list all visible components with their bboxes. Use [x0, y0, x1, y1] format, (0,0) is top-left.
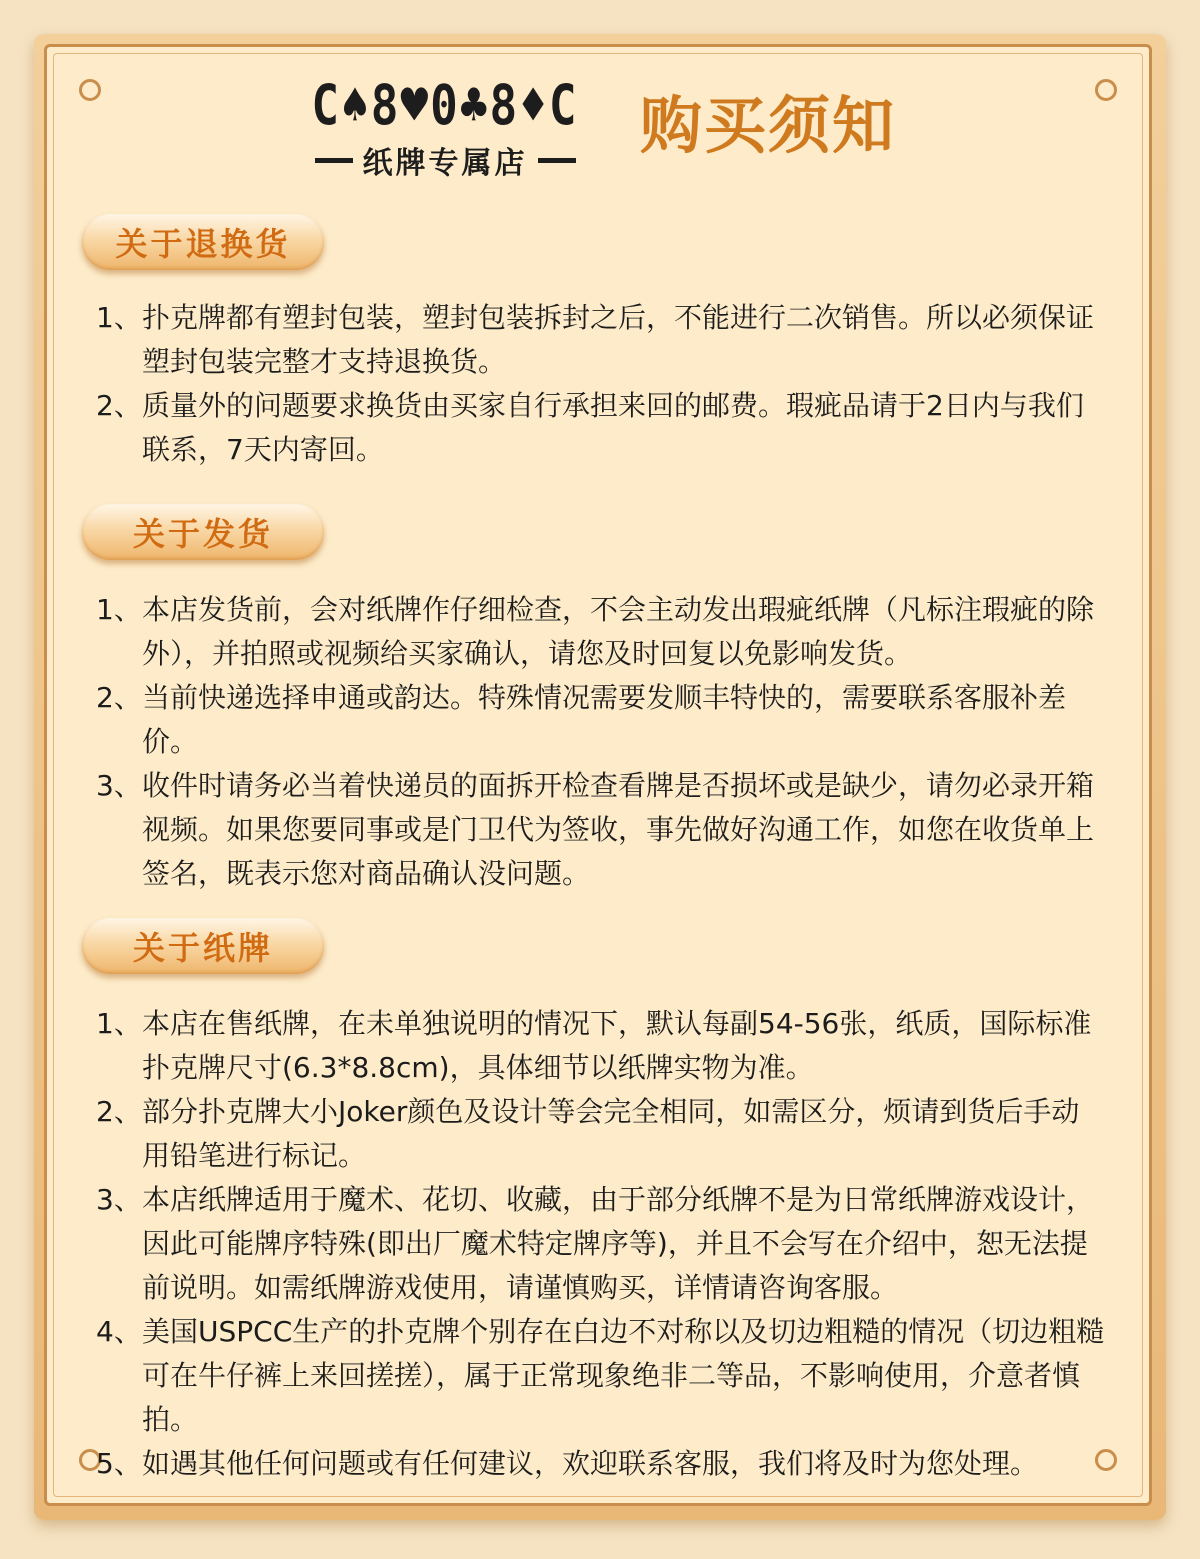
list-item-number: 4、 [96, 1315, 142, 1348]
list-item-number: 1、 [96, 593, 142, 626]
frame-corner-ornament [79, 79, 101, 101]
section-heading-label: 关于发货 [132, 515, 273, 553]
list-item-text: 本店在售纸牌，在未单独说明的情况下，默认每副54-56张，纸质，国际标准扑克牌尺寸(6.3*8.8cm)，具体细节以纸牌实物为准。 [142, 1007, 1092, 1084]
logo-divider-bar [315, 158, 353, 163]
list-item [96, 296, 1106, 384]
list-item [96, 588, 1106, 676]
list-item-number: 2、 [96, 1095, 142, 1128]
list-item-text: 扑克牌都有塑封包装，塑封包装拆封之后，不能进行二次销售。所以必须保证塑封包装完整才支持退换货。 [142, 301, 1095, 378]
section-list-returns [96, 296, 1106, 472]
list-item [96, 764, 1106, 896]
list-item-text: 收件时请务必当着快递员的面拆开检查看牌是否损坏或是缺少，请勿必录开箱视频。如果您要同事或是门卫代为签收，事先做好沟通工作，如您在收货单上签名，既表示您对商品确认没问题。 [142, 769, 1095, 890]
list-item-text: 如遇其他任何问题或有任何建议，欢迎联系客服，我们将及时为您处理。 [142, 1447, 1039, 1480]
section-heading-shipping [82, 504, 324, 560]
list-item [96, 1310, 1106, 1442]
list-item [96, 1002, 1106, 1090]
section-heading-returns [82, 214, 324, 270]
logo-subtitle: 纸牌专属店 [362, 146, 528, 181]
list-item-text: 当前快递选择申通或韵达。特殊情况需要发顺丰特快的，需要联系客服补差价。 [142, 681, 1067, 758]
list-item-text: 本店纸牌适用于魔术、花切、收藏，由于部分纸牌不是为日常纸牌游戏设计，因此可能牌序特殊(即出厂魔术特定牌序等)，并且不会写在介绍中，恕无法提前说明。如需纸牌游戏使用，请谨慎购买，详情请咨询客服。 [142, 1183, 1095, 1304]
list-item-number: 5、 [96, 1447, 142, 1480]
list-item-number: 2、 [96, 389, 142, 422]
section-list-shipping [96, 588, 1106, 896]
list-item-text: 部分扑克牌大小Joker颜色及设计等会完全相同，如需区分，烦请到货后手动用铅笔进行标记。 [142, 1095, 1080, 1172]
list-item-number: 2、 [96, 681, 142, 714]
logo-brand-text: C♠8♥0♣8♦C [311, 72, 579, 138]
list-item-number: 3、 [96, 769, 142, 802]
store-logo [300, 72, 590, 181]
list-item-text: 本店发货前，会对纸牌作仔细检查，不会主动发出瑕疵纸牌（凡标注瑕疵的除外），并拍照或视频给买家确认，请您及时回复以免影响发货。 [142, 593, 1095, 670]
list-item [96, 1442, 1106, 1486]
list-item [96, 676, 1106, 764]
list-item-number: 1、 [96, 301, 142, 334]
list-item [96, 1090, 1106, 1178]
frame-corner-ornament [1095, 79, 1117, 101]
section-heading-cards [82, 918, 324, 974]
list-item-text: 质量外的问题要求换货由买家自行承担来回的邮费。瑕疵品请于2日内与我们联系，7天内寄回。 [142, 389, 1084, 466]
logo-divider-bar [538, 158, 576, 163]
list-item-text: 美国USPCC生产的扑克牌个别存在白边不对称以及切边粗糙的情况（切边粗糙可在牛仔裤上来回搓搓），属于正常现象绝非二等品，不影响使用，介意者慎拍。 [142, 1315, 1105, 1436]
section-list-cards [96, 1002, 1106, 1486]
list-item-number: 1、 [96, 1007, 142, 1040]
logo-subtitle-row [300, 138, 590, 182]
list-item [96, 384, 1106, 472]
list-item-number: 3、 [96, 1183, 142, 1216]
list-item [96, 1178, 1106, 1310]
section-heading-label: 关于退换货 [115, 225, 291, 263]
section-heading-label: 关于纸牌 [132, 929, 273, 967]
page-title: 购买须知 [640, 89, 897, 162]
